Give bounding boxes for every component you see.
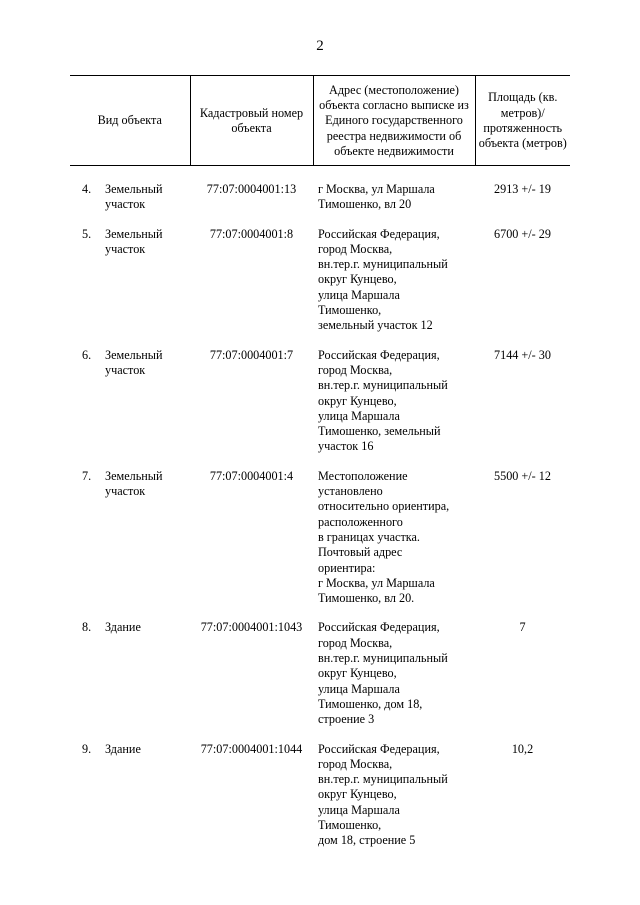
header-area: Площадь (кв. метров)/ протяженность объекта (метров) <box>475 76 570 166</box>
object-address: Российская Федерация, город Москва, вн.тер.г. муниципальный округ Кунцево, улица Маршала Тимошенко, дом 18, строение 3 <box>318 620 448 727</box>
table-row <box>70 620 570 741</box>
row-number: 6. <box>82 347 92 362</box>
cadastral-number: 77:07:0004001:1043 <box>200 620 303 635</box>
header-cadastral-number: Кадастровый номер объекта <box>190 76 313 166</box>
table-row <box>70 182 570 227</box>
object-area: 6700 +/- 29 <box>494 226 551 241</box>
object-area: 10,2 <box>511 741 534 756</box>
cadastral-number: 77:07:0004001:13 <box>206 182 297 196</box>
table-row <box>70 742 570 863</box>
object-area: 7 <box>519 620 526 635</box>
header-object-type: Вид объекта <box>70 76 190 166</box>
object-address: Российская Федерация, город Москва, вн.тер.г. муниципальный округ Кунцево, улица Маршала Тимошенко, земельный участок 12 <box>318 226 448 333</box>
object-type: Земельный участок <box>105 182 163 212</box>
row-number: 8. <box>82 620 92 635</box>
object-area: 5500 +/- 12 <box>494 468 551 483</box>
header-address: Адрес (местоположение) объекта согласно выписке из Единого государственного реестра недвижимости об объекте недвижимости <box>313 76 475 166</box>
property-table <box>70 75 570 863</box>
cadastral-number: 77:07:0004001:7 <box>209 347 294 362</box>
object-address: г Москва, ул Маршала Тимошенко, вл 20 <box>318 182 435 212</box>
object-type: Земельный участок <box>105 468 163 499</box>
row-number: 7. <box>82 468 92 483</box>
object-area: 2913 +/- 19 <box>494 182 551 196</box>
table-row <box>70 469 570 621</box>
object-type: Здание <box>105 620 141 635</box>
cadastral-number: 77:07:0004001:8 <box>209 226 294 241</box>
table-header <box>70 76 570 166</box>
object-area: 7144 +/- 30 <box>494 347 551 362</box>
object-address: Российская Федерация, город Москва, вн.тер.г. муниципальный округ Кунцево, улица Маршала Тимошенко, дом 18, строение 5 <box>318 741 448 848</box>
object-address: Местоположение установлено относительно ориентира, расположенного в границах участка. Почтовый адрес ориентира: г Москва, ул Маршала Тимошенко, вл 20. <box>318 468 450 606</box>
object-type: Здание <box>105 741 141 756</box>
page-number: 2 <box>316 38 324 54</box>
row-number: 9. <box>82 741 92 756</box>
cadastral-number: 77:07:0004001:1044 <box>200 741 303 756</box>
table-row <box>70 348 570 469</box>
object-address: Российская Федерация, город Москва, вн.тер.г. муниципальный округ Кунцево, улица Маршала Тимошенко, земельный участок 16 <box>318 347 448 454</box>
object-type: Земельный участок <box>105 226 163 256</box>
row-number: 5. <box>82 226 92 241</box>
row-number: 4. <box>82 182 92 196</box>
cadastral-number: 77:07:0004001:4 <box>209 468 294 483</box>
object-type: Земельный участок <box>105 347 163 377</box>
table-row <box>70 227 570 348</box>
